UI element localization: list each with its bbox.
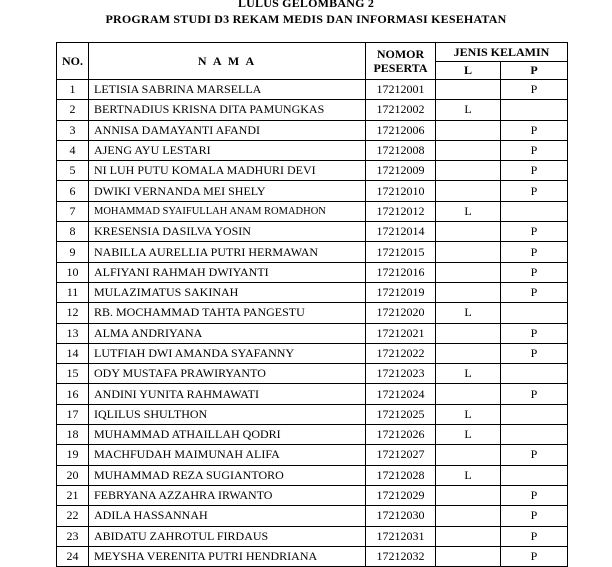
row-gender-l: L xyxy=(436,425,501,445)
row-no: 11 xyxy=(57,282,89,302)
row-nomor-peserta: 17212016 xyxy=(366,262,436,282)
row-gender-p xyxy=(501,465,568,485)
table-row xyxy=(57,140,568,160)
header-no: NO. xyxy=(57,43,89,80)
row-nama: RB. MOCHAMMAD TAHTA PANGESTU xyxy=(89,303,366,323)
row-no: 4 xyxy=(57,140,89,160)
header-nomor-line2: PESERTA xyxy=(373,61,428,75)
row-gender-p: P xyxy=(501,222,568,242)
row-gender-p xyxy=(501,100,568,120)
row-nama: MOHAMMAD SYAIFULLAH ANAM ROMADHON xyxy=(89,201,366,221)
row-gender-l xyxy=(436,282,501,302)
row-nama: NABILLA AURELLIA PUTRI HERMAWAN xyxy=(89,242,366,262)
header-nomor-line1: NOMOR xyxy=(376,47,425,61)
row-no: 18 xyxy=(57,425,89,445)
row-no: 19 xyxy=(57,445,89,465)
row-nama: ABIDATU ZAHROTUL FIRDAUS xyxy=(89,526,366,546)
row-nama: KRESENSIA DASILVA YOSIN xyxy=(89,222,366,242)
row-gender-l xyxy=(436,323,501,343)
row-nomor-peserta: 17212009 xyxy=(366,161,436,181)
row-no: 5 xyxy=(57,161,89,181)
row-gender-l xyxy=(436,140,501,160)
table-row xyxy=(57,425,568,445)
row-no: 1 xyxy=(57,80,89,100)
row-gender-l xyxy=(436,526,501,546)
row-gender-p xyxy=(501,404,568,424)
row-gender-l xyxy=(436,485,501,505)
table-row xyxy=(57,222,568,242)
row-nama: ADILA HASSANNAH xyxy=(89,506,366,526)
row-nama: ODY MUSTAFA PRAWIRYANTO xyxy=(89,364,366,384)
row-gender-l xyxy=(436,161,501,181)
row-nomor-peserta: 17212023 xyxy=(366,364,436,384)
row-nomor-peserta: 17212020 xyxy=(366,303,436,323)
row-no: 9 xyxy=(57,242,89,262)
row-gender-l: L xyxy=(436,404,501,424)
row-gender-p: P xyxy=(501,546,568,566)
row-gender-l xyxy=(436,222,501,242)
row-gender-l xyxy=(436,445,501,465)
row-nama: MEYSHA VERENITA PUTRI HENDRIANA xyxy=(89,546,366,566)
row-gender-p: P xyxy=(501,242,568,262)
row-nomor-peserta: 17212022 xyxy=(366,343,436,363)
row-nomor-peserta: 17212014 xyxy=(366,222,436,242)
header-nomor-peserta xyxy=(366,43,436,80)
row-no: 16 xyxy=(57,384,89,404)
row-gender-p: P xyxy=(501,343,568,363)
row-nomor-peserta: 17212031 xyxy=(366,526,436,546)
row-gender-l: L xyxy=(436,465,501,485)
table-row xyxy=(57,364,568,384)
row-gender-p xyxy=(501,303,568,323)
row-nomor-peserta: 17212025 xyxy=(366,404,436,424)
document-title: LULUS GELOMBANG 2 xyxy=(237,0,375,10)
graduate-table xyxy=(56,42,568,567)
row-nama: NI LUH PUTU KOMALA MADHURI DEVI xyxy=(89,161,366,181)
row-gender-l xyxy=(436,343,501,363)
table-row xyxy=(57,404,568,424)
row-gender-p xyxy=(501,201,568,221)
header-l: L xyxy=(436,61,501,80)
row-gender-p: P xyxy=(501,120,568,140)
row-nomor-peserta: 17212001 xyxy=(366,80,436,100)
row-no: 22 xyxy=(57,506,89,526)
row-nama: MACHFUDAH MAIMUNAH ALIFA xyxy=(89,445,366,465)
table-row xyxy=(57,181,568,201)
row-nama: MULAZIMATUS SAKINAH xyxy=(89,282,366,302)
table-row xyxy=(57,384,568,404)
table-row xyxy=(57,282,568,302)
row-nomor-peserta: 17212027 xyxy=(366,445,436,465)
table-row xyxy=(57,546,568,566)
row-no: 23 xyxy=(57,526,89,546)
row-nomor-peserta: 17212032 xyxy=(366,546,436,566)
row-nama: ANNISA DAMAYANTI AFANDI xyxy=(89,120,366,140)
table-row xyxy=(57,161,568,181)
row-nama: BERTNADIUS KRISNA DITA PAMUNGKAS xyxy=(89,100,366,120)
table-row xyxy=(57,506,568,526)
row-gender-p: P xyxy=(501,80,568,100)
row-no: 17 xyxy=(57,404,89,424)
row-gender-l xyxy=(436,546,501,566)
row-nomor-peserta: 17212026 xyxy=(366,425,436,445)
row-nama: ALFIYANI RAHMAH DWIYANTI xyxy=(89,262,366,282)
row-gender-p: P xyxy=(501,323,568,343)
header-p: P xyxy=(501,61,568,80)
table-row xyxy=(57,120,568,140)
row-gender-p: P xyxy=(501,140,568,160)
row-gender-p: P xyxy=(501,485,568,505)
row-nama: LETISIA SABRINA MARSELLA xyxy=(89,80,366,100)
row-no: 3 xyxy=(57,120,89,140)
row-no: 6 xyxy=(57,181,89,201)
row-nomor-peserta: 17212008 xyxy=(366,140,436,160)
row-no: 24 xyxy=(57,546,89,566)
row-gender-l xyxy=(436,242,501,262)
row-gender-p: P xyxy=(501,161,568,181)
row-nomor-peserta: 17212019 xyxy=(366,282,436,302)
table-row xyxy=(57,323,568,343)
header-nama: N A M A xyxy=(89,43,366,80)
table-row xyxy=(57,262,568,282)
row-nama: DWIKI VERNANDA MEI SHELY xyxy=(89,181,366,201)
row-gender-l xyxy=(436,80,501,100)
row-gender-l: L xyxy=(436,364,501,384)
row-gender-l xyxy=(436,262,501,282)
table-row xyxy=(57,242,568,262)
row-nama: MUHAMMAD REZA SUGIANTORO xyxy=(89,465,366,485)
row-no: 14 xyxy=(57,343,89,363)
row-no: 13 xyxy=(57,323,89,343)
row-nomor-peserta: 17212002 xyxy=(366,100,436,120)
row-nama: IQLILUS SHULTHON xyxy=(89,404,366,424)
row-gender-l xyxy=(436,120,501,140)
row-gender-l: L xyxy=(436,100,501,120)
row-no: 10 xyxy=(57,262,89,282)
row-nomor-peserta: 17212028 xyxy=(366,465,436,485)
row-nomor-peserta: 17212015 xyxy=(366,242,436,262)
row-gender-p xyxy=(501,425,568,445)
row-gender-p: P xyxy=(501,384,568,404)
row-no: 7 xyxy=(57,201,89,221)
row-nama: AJENG AYU LESTARI xyxy=(89,140,366,160)
row-no: 8 xyxy=(57,222,89,242)
row-nomor-peserta: 17212029 xyxy=(366,485,436,505)
row-nama: ANDINI YUNITA RAHMAWATI xyxy=(89,384,366,404)
row-gender-l xyxy=(436,384,501,404)
row-gender-l: L xyxy=(436,201,501,221)
row-gender-p: P xyxy=(501,506,568,526)
row-no: 20 xyxy=(57,465,89,485)
table-row xyxy=(57,100,568,120)
row-gender-p: P xyxy=(501,181,568,201)
table-row xyxy=(57,303,568,323)
row-gender-l xyxy=(436,506,501,526)
table-row xyxy=(57,201,568,221)
row-no: 21 xyxy=(57,485,89,505)
row-gender-p: P xyxy=(501,526,568,546)
document-subtitle: PROGRAM STUDI D3 REKAM MEDIS DAN INFORMASI KESEHATAN xyxy=(105,12,507,26)
header-jenis-kelamin: JENIS KELAMIN xyxy=(436,43,568,62)
table-row xyxy=(57,80,568,100)
table-row xyxy=(57,485,568,505)
row-gender-p: P xyxy=(501,445,568,465)
row-gender-l xyxy=(436,181,501,201)
row-nomor-peserta: 17212024 xyxy=(366,384,436,404)
row-nomor-peserta: 17212030 xyxy=(366,506,436,526)
table-row xyxy=(57,465,568,485)
table-row xyxy=(57,445,568,465)
row-nama: ALMA ANDRIYANA xyxy=(89,323,366,343)
row-nomor-peserta: 17212010 xyxy=(366,181,436,201)
row-gender-l: L xyxy=(436,303,501,323)
row-nomor-peserta: 17212006 xyxy=(366,120,436,140)
row-gender-p: P xyxy=(501,282,568,302)
row-no: 12 xyxy=(57,303,89,323)
row-nomor-peserta: 17212021 xyxy=(366,323,436,343)
row-no: 2 xyxy=(57,100,89,120)
row-gender-p xyxy=(501,364,568,384)
table-row xyxy=(57,526,568,546)
row-nama: FEBRYANA AZZAHRA IRWANTO xyxy=(89,485,366,505)
row-nomor-peserta: 17212012 xyxy=(366,201,436,221)
row-nama: MUHAMMAD ATHAILLAH QODRI xyxy=(89,425,366,445)
row-nama: LUTFIAH DWI AMANDA SYAFANNY xyxy=(89,343,366,363)
table-row xyxy=(57,343,568,363)
row-no: 15 xyxy=(57,364,89,384)
row-gender-p: P xyxy=(501,262,568,282)
